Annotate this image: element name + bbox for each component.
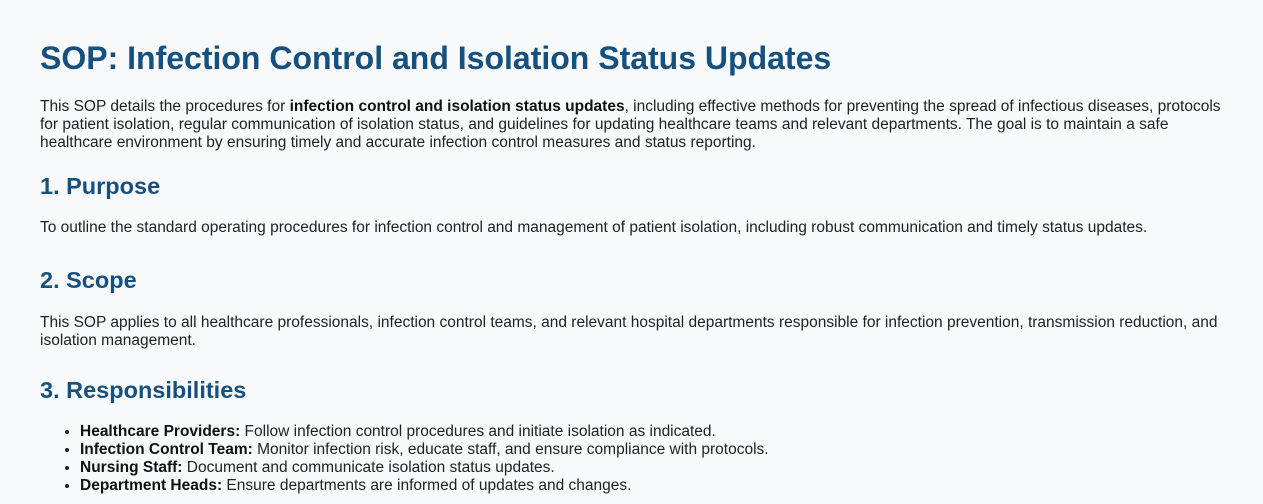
section-text-purpose: To outline the standard operating procedures for infection control and management of patient isolation, including robust communication and timely status updates. xyxy=(40,219,1148,236)
intro-paragraph xyxy=(40,98,1223,152)
intro-text-end: , including effective methods for preventing the spread of infectious diseases, protocols for patient isolation, regular communication of isolation status, and guidelines for updating healthcare teams and relevant departments. The goal is to maintain a safe healthcare environment by ensuring timely and accurate infection control measures and status reporting. xyxy=(40,98,1221,151)
page-title: SOP: Infection Control and Isolation Status Updates xyxy=(40,40,832,76)
list-item xyxy=(80,477,1223,495)
list-item xyxy=(80,423,1223,441)
list-item-role: Nursing Staff: xyxy=(80,459,183,476)
section-heading-purpose: 1. Purpose xyxy=(40,173,161,199)
responsibilities-list xyxy=(40,423,1223,495)
list-item-text: Ensure departments are informed of updates and changes. xyxy=(222,477,632,494)
section-text-scope: This SOP applies to all healthcare professionals, infection control teams, and relevant hospital departments responsible for infection prevention, transmission reduction, and isolation management. xyxy=(40,314,1218,349)
section-heading-responsibilities: 3. Responsibilities xyxy=(40,377,247,403)
list-item-role: Infection Control Team: xyxy=(80,441,253,458)
list-item xyxy=(80,459,1223,477)
list-item-role: Department Heads: xyxy=(80,477,223,494)
list-item-text: Monitor infection risk, educate staff, and ensure compliance with protocols. xyxy=(252,441,769,458)
list-item-text: Document and communicate isolation status updates. xyxy=(182,459,555,476)
list-item-text: Follow infection control procedures and initiate isolation as indicated. xyxy=(240,423,716,440)
list-item xyxy=(80,441,1223,459)
intro-text-bold: infection control and isolation status updates xyxy=(289,98,625,115)
section-heading-scope: 2. Scope xyxy=(40,267,137,293)
intro-text-start: This SOP details the procedures for xyxy=(40,98,290,115)
list-item-role: Healthcare Providers: xyxy=(80,423,241,440)
